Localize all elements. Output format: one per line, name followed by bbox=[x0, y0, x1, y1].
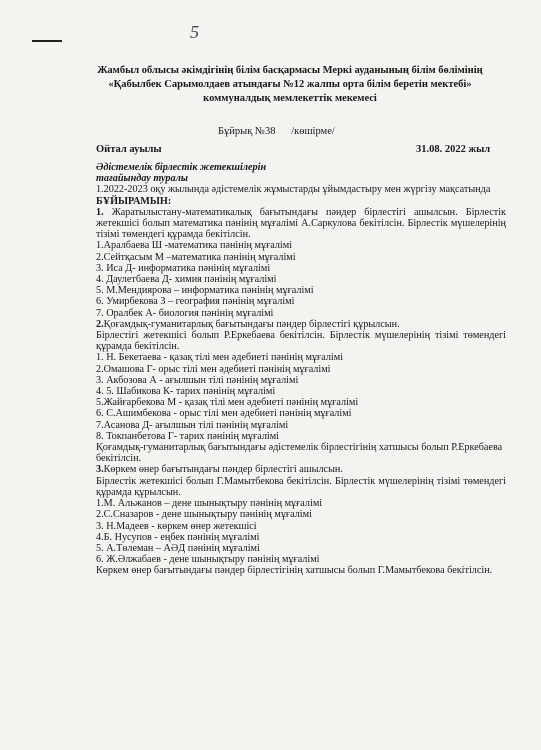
body-line bbox=[96, 431, 506, 442]
body-line bbox=[96, 330, 506, 352]
body-line bbox=[96, 565, 506, 576]
body-line bbox=[96, 442, 506, 464]
line-text: Қоғамдық-гуманитарлық бағытындағы пәндер бірлестігі құрылсын. bbox=[103, 318, 400, 330]
line-text: Қоғамдық-гуманитарлық бағытындағы әдістемелік бірлестігінің хатшысы болып Р.Еркебаева бекітілсін. bbox=[96, 442, 503, 465]
line-text: 5. М.Мендиярова – информатика пәнінің мұғалімі bbox=[96, 285, 314, 297]
body-line bbox=[96, 285, 506, 296]
body-line bbox=[96, 274, 506, 285]
line-text: 3. Н.Мадеев - көркем өнер жетекшісі bbox=[96, 520, 257, 532]
line-text: 2.Сейтқасым М –математика пәнінің мұғалімі bbox=[96, 251, 296, 263]
body-line bbox=[96, 296, 506, 307]
pen-mark bbox=[32, 40, 62, 42]
header-line-1: Жамбыл облысы әкімдігінің білім басқармасы Меркі ауданының білім бөлімінің bbox=[97, 65, 483, 76]
clause-number: 3. bbox=[96, 464, 104, 476]
line-text: БҰЙЫРАМЫН: bbox=[96, 195, 172, 207]
header-line-2: «Қабылбек Сарымолдаев атындағы №12 жалпы орта білім беретін мектебі» bbox=[108, 79, 472, 90]
body-line bbox=[96, 207, 506, 241]
line-text: Әдістемелік бірлестік жетекшілерін bbox=[96, 162, 267, 173]
line-text: 7. Оралбек А- биология пәнінің мұғалімі bbox=[96, 307, 274, 319]
clause-number: 1. bbox=[96, 206, 104, 218]
body-line bbox=[96, 196, 506, 207]
body-line bbox=[96, 308, 506, 319]
line-text: 1.2022-2023 оқу жылында әдістемелік жұмыстарды ұйымдастыру мен жүргізу мақсатында bbox=[96, 184, 491, 196]
body-line bbox=[96, 420, 506, 431]
line-text: 5.Жайғарбекова М - қазақ тілі мен әдебиеті пәнінің мұғалімі bbox=[96, 397, 359, 409]
body-line bbox=[96, 364, 506, 375]
line-text: 2.Омашова Г- орыс тілі мен әдебиеті пәнінің мұғалімі bbox=[96, 363, 331, 375]
line-text: 5. А.Төлеман – АӘД пәнінің мұғалімі bbox=[96, 542, 260, 554]
document-header bbox=[90, 64, 490, 106]
body-line bbox=[96, 352, 506, 363]
line-text: 1.Аралбаева Ш -математика пәнінің мұғалімі bbox=[96, 240, 293, 252]
line-text: 3. Иса Д- информатика пәнінің мұғалімі bbox=[96, 262, 271, 274]
body-line bbox=[96, 319, 506, 330]
body-line bbox=[96, 509, 506, 520]
line-text: 3. Акбозова А - ағылшын тілі пәнінің мұғалімі bbox=[96, 374, 299, 386]
body-line bbox=[96, 184, 506, 195]
body-line bbox=[96, 464, 506, 475]
line-text: Жаратылыстану-математикалық бағытындағы пәндер бірлестігі ашылсын. Бірлестік жетекшісі болып математика пәнінің мұғалімі А.Саркулова бекітілсін. Бірлестік мүшелерінің тізімі төмендегі құрамда бекітілсін. bbox=[96, 206, 506, 241]
body-line bbox=[96, 375, 506, 386]
document-body bbox=[96, 162, 506, 577]
line-text: Көркем өнер бағытындағы пәндер бірлестігінің хатшысы болып Г.Мамытбекова бекітілсін. bbox=[96, 565, 493, 577]
line-text: 6. С.Ашимбекова - орыс тілі мен әдебиеті пәнінің мұғалімі bbox=[96, 408, 352, 420]
line-text: 4.Б. Нусупов - еңбек пәнінің мұғалімі bbox=[96, 531, 260, 543]
line-text: Бірлестігі жетекшісі болып Р.Еркебаева бекітілсін. Бірлестік мүшелерінің тізімі төмендегі құрамда бекітілсін. bbox=[96, 330, 506, 353]
line-text: Бірлестік жетекшісі болып Г.Мамытбекова бекітілсін. Бірлестік мүшелерінің тізімі төмендегі құрамда құрылсын. bbox=[96, 475, 506, 498]
line-text: 4. 5. Шабикова К- тарих пәнінің мұғалімі bbox=[96, 386, 276, 398]
line-text: 6. Умирбекова З – география пәнінің мұғалімі bbox=[96, 296, 295, 308]
body-line bbox=[96, 408, 506, 419]
body-line bbox=[96, 173, 506, 184]
line-text: 7.Асанова Д- ағылшын тілі пәнінің мұғалімі bbox=[96, 419, 289, 431]
body-line bbox=[96, 252, 506, 263]
body-line bbox=[96, 554, 506, 565]
line-text: 1.М. Альжанов – дене шынықтыру пәнінің мұғалімі bbox=[96, 498, 323, 510]
body-line bbox=[96, 532, 506, 543]
line-text: 4. Даулетбаева Д- химия пәнінің мұғалімі bbox=[96, 274, 277, 286]
body-line bbox=[96, 521, 506, 532]
line-text: тағайындау туралы bbox=[96, 173, 188, 185]
body-line bbox=[96, 498, 506, 509]
body-line bbox=[96, 386, 506, 397]
line-text: Көркем өнер бағытындағы пәндер бірлестігі ашылсын. bbox=[103, 464, 343, 476]
line-text: 6. Ж.Әлжабаев - дене шынықтыру пәнінің мұғалімі bbox=[96, 554, 320, 566]
body-line bbox=[96, 240, 506, 251]
body-line bbox=[96, 476, 506, 498]
clause-number: 2. bbox=[96, 318, 104, 330]
order-date: 31.08. 2022 жыл bbox=[416, 144, 491, 155]
order-number: Бұйрық №38 /көшірме/ bbox=[218, 126, 335, 137]
place-name: Ойтал ауылы bbox=[96, 144, 162, 155]
body-line bbox=[96, 263, 506, 274]
body-line bbox=[96, 397, 506, 408]
line-text: 1. Н. Бекетаева - қазақ тілі мен әдебиеті пәнінің мұғалімі bbox=[96, 352, 344, 364]
body-line bbox=[96, 543, 506, 554]
line-text: 2.С.Сназаров - дене шынықтыру пәнінің мұғалімі bbox=[96, 509, 312, 521]
header-line-3: коммуналдық мемлекеттік мекемесі bbox=[203, 93, 377, 104]
body-line bbox=[96, 162, 506, 173]
line-text: 8. Токпанбетова Г- тарих пәнінің мұғалімі bbox=[96, 430, 280, 442]
handwritten-page-number: 5 bbox=[190, 22, 199, 42]
